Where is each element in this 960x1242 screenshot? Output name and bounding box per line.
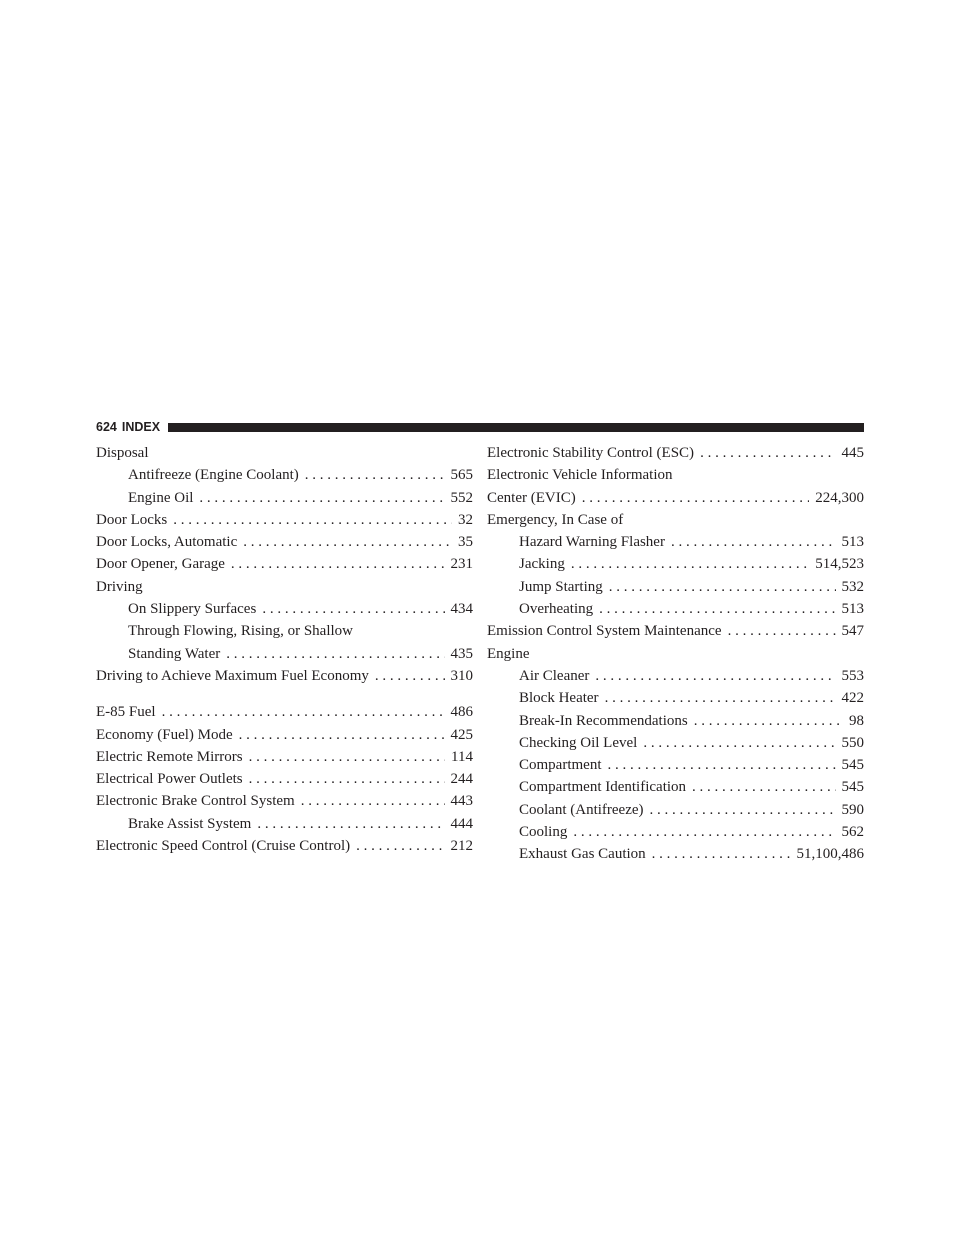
index-subentry: [96, 598, 473, 620]
index-entry: [487, 442, 864, 464]
entry-page-ref: 514,523: [815, 556, 864, 573]
index-entry: [487, 487, 864, 509]
entry-page-ref: 114: [451, 748, 473, 765]
entry-label: Electric Remote Mirrors: [96, 748, 243, 765]
entry-label: Antifreeze (Engine Coolant): [128, 467, 299, 484]
index-entry: [487, 509, 864, 531]
entry-label: Exhaust Gas Caution: [519, 846, 646, 863]
section-gap: [96, 687, 473, 701]
dot-leader: [599, 598, 835, 620]
index-entry: [96, 531, 473, 553]
dot-leader: [162, 701, 445, 723]
dot-leader: [199, 487, 444, 509]
entry-label: Disposal: [96, 445, 149, 461]
index-entry: [96, 701, 473, 723]
index-subentry: [487, 754, 864, 776]
dot-leader: [226, 643, 444, 665]
dot-leader: [173, 509, 452, 531]
dot-leader: [609, 576, 836, 598]
dot-leader: [231, 553, 445, 575]
dot-leader: [249, 768, 445, 790]
index-column-left: [96, 442, 473, 857]
entry-label: Break-In Recommendations: [519, 712, 688, 729]
page-number: 624: [96, 420, 117, 434]
dot-leader: [700, 442, 835, 464]
entry-page-ref: 444: [450, 815, 473, 832]
index-subentry: [487, 776, 864, 798]
index-subentry: [487, 710, 864, 732]
entry-label: Checking Oil Level: [519, 734, 638, 751]
page-header: [96, 419, 864, 435]
entry-label: Through Flowing, Rising, or Shallow: [128, 623, 354, 640]
entry-label: Hazard Warning Flasher: [519, 534, 665, 551]
index-subentry: [487, 821, 864, 843]
index-subentry: [487, 553, 864, 575]
entry-label: Door Opener, Garage: [96, 556, 225, 573]
entry-page-ref: 425: [450, 726, 473, 743]
index-subentry: [487, 531, 864, 553]
entry-page-ref: 590: [841, 801, 864, 818]
entry-page-ref: 565: [450, 467, 473, 484]
index-column-right: [487, 442, 864, 866]
entry-page-ref: 547: [841, 623, 864, 640]
entry-label: Electronic Stability Control (ESC): [487, 445, 695, 461]
dot-leader: [257, 813, 444, 835]
index-entry: [96, 768, 473, 790]
entry-label: Electrical Power Outlets: [96, 771, 243, 788]
index-entry: [96, 746, 473, 768]
entry-label: Coolant (Antifreeze): [519, 801, 644, 818]
dot-leader: [573, 821, 835, 843]
index-entry: [96, 442, 473, 464]
index-subentry: [487, 665, 864, 687]
index-subentry: [96, 487, 473, 509]
index-entry: [96, 665, 473, 687]
entry-page-ref: 513: [841, 534, 864, 551]
index-entry: [96, 509, 473, 531]
entry-page-ref: 434: [450, 601, 473, 618]
entry-page-ref: 310: [450, 667, 473, 684]
entry-page-ref: 443: [450, 793, 473, 810]
entry-label: Compartment: [519, 757, 602, 774]
dot-leader: [650, 799, 836, 821]
index-entry: [96, 576, 473, 598]
entry-page-ref: 224,300: [815, 489, 864, 506]
dot-leader: [249, 746, 445, 768]
index-entry: [96, 835, 473, 857]
index-entry: [487, 620, 864, 642]
entry-label: Emission Control System Maintenance: [487, 623, 722, 640]
dot-leader: [239, 724, 445, 746]
dot-leader: [571, 553, 809, 575]
dot-leader: [305, 464, 445, 486]
index-subentry: [487, 843, 864, 865]
entry-page-ref: 550: [841, 734, 864, 751]
entry-label: Driving: [96, 578, 143, 595]
entry-label: Driving to Achieve Maximum Fuel Economy: [96, 667, 369, 684]
entry-page-ref: 244: [450, 771, 473, 788]
entry-page-ref: 231: [450, 556, 473, 573]
entry-label: Engine Oil: [128, 489, 194, 506]
dot-leader: [652, 843, 791, 865]
header-rule: [168, 423, 864, 432]
index-subentry: [96, 620, 473, 642]
dot-leader: [595, 665, 835, 687]
entry-page-ref: 51,100,486: [796, 846, 864, 863]
section-title: INDEX: [121, 420, 161, 434]
dot-leader: [356, 835, 444, 857]
entry-page-ref: 562: [841, 824, 864, 841]
index-subentry: [487, 687, 864, 709]
entry-label: Jacking: [519, 556, 565, 573]
entry-label: Compartment Identification: [519, 779, 687, 796]
dot-leader: [582, 487, 810, 509]
entry-page-ref: 486: [450, 704, 473, 721]
dot-leader: [671, 531, 836, 553]
entry-page-ref: 553: [841, 667, 864, 684]
entry-label: Standing Water: [128, 645, 221, 662]
dot-leader: [301, 790, 445, 812]
entry-label: Air Cleaner: [519, 667, 590, 684]
index-subentry: [487, 732, 864, 754]
entry-page-ref: 445: [841, 445, 864, 461]
entry-label: Electronic Brake Control System: [96, 793, 295, 810]
entry-label: Block Heater: [519, 690, 599, 707]
entry-label: Economy (Fuel) Mode: [96, 726, 233, 743]
dot-leader: [243, 531, 452, 553]
index-entry: [96, 790, 473, 812]
entry-label: Brake Assist System: [128, 815, 252, 832]
entry-label: Emergency, In Case of: [487, 511, 624, 528]
entry-page-ref: 545: [841, 779, 864, 796]
entry-page-ref: 422: [841, 690, 864, 707]
entry-page-ref: 552: [450, 489, 473, 506]
entry-page-ref: 98: [849, 712, 864, 729]
entry-page-ref: 532: [841, 578, 864, 595]
entry-page-ref: 513: [841, 601, 864, 618]
entry-label: Cooling: [519, 824, 568, 841]
dot-leader: [694, 710, 843, 732]
dot-leader: [728, 620, 836, 642]
index-subentry: [487, 598, 864, 620]
index-subentry: [487, 576, 864, 598]
entry-label: Electronic Speed Control (Cruise Control): [96, 838, 351, 855]
index-entry: [96, 724, 473, 746]
index-subentry: [96, 464, 473, 486]
entry-label: E-85 Fuel: [96, 704, 156, 721]
entry-label: Electronic Vehicle Information: [487, 467, 673, 484]
entry-page-ref: 212: [450, 838, 473, 855]
dot-leader: [692, 776, 835, 798]
index-subentry: [96, 643, 473, 665]
dot-leader: [262, 598, 444, 620]
index-subentry: [487, 799, 864, 821]
index-entry: [487, 643, 864, 665]
index-subentry: [96, 813, 473, 835]
dot-leader: [375, 665, 445, 687]
entry-label: Door Locks: [96, 511, 168, 528]
entry-label: Center (EVIC): [487, 489, 576, 506]
entry-label: Overheating: [519, 601, 594, 618]
entry-label: On Slippery Surfaces: [128, 601, 257, 618]
index-entry: [96, 553, 473, 575]
entry-page-ref: 545: [841, 757, 864, 774]
entry-page-ref: 435: [450, 645, 473, 662]
entry-label: Door Locks, Automatic: [96, 534, 238, 551]
dot-leader: [608, 754, 836, 776]
entry-label: Jump Starting: [519, 578, 603, 595]
index-entry: [487, 464, 864, 486]
entry-page-ref: 35: [458, 534, 473, 551]
entry-page-ref: 32: [458, 511, 473, 528]
entry-label: Engine: [487, 645, 530, 662]
dot-leader: [605, 687, 836, 709]
dot-leader: [643, 732, 835, 754]
